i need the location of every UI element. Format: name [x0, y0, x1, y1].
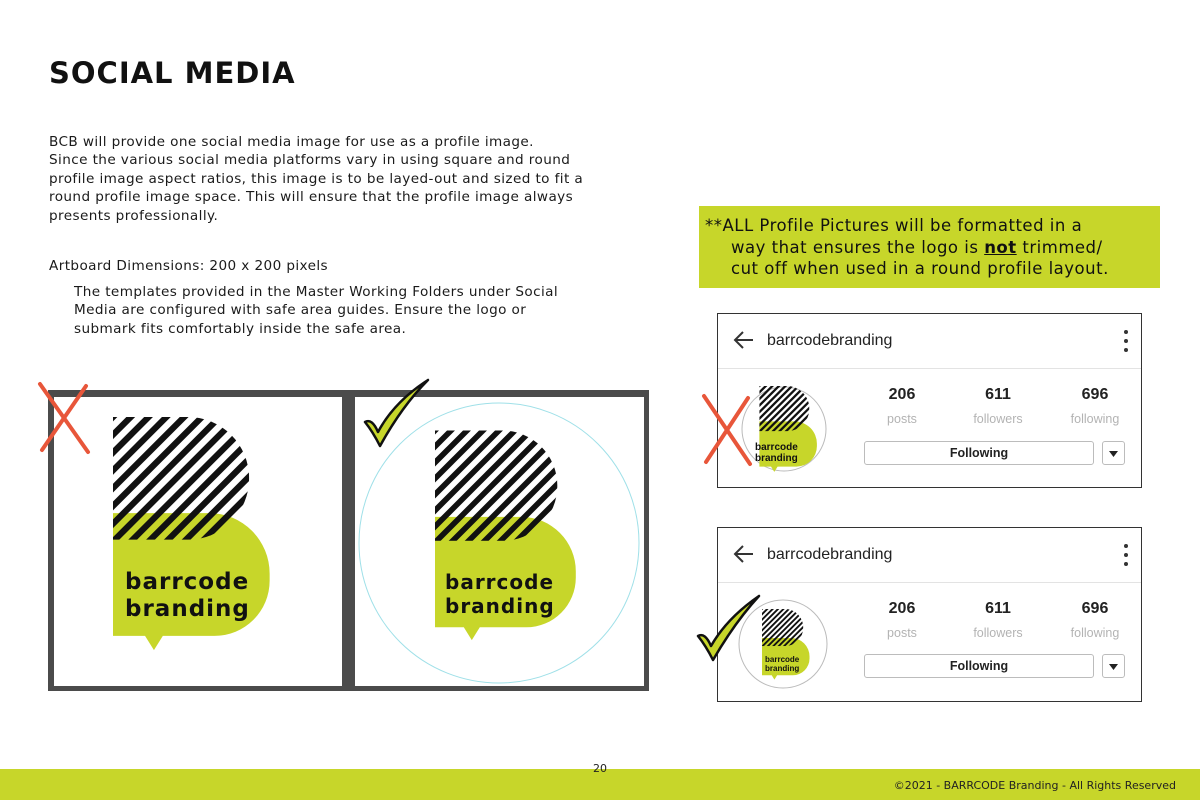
stat-label: followers [973, 412, 1023, 426]
page-number: 20 [593, 762, 607, 775]
stat-value: 696 [1081, 386, 1109, 403]
page-title: SOCIAL MEDIA [49, 56, 296, 90]
stat-following[interactable] [1055, 386, 1135, 426]
x-mark-icon [700, 392, 754, 468]
stat-label: posts [887, 626, 917, 640]
stat-followers[interactable] [958, 386, 1038, 426]
logo-word: barrcode [125, 569, 250, 595]
stat-posts[interactable] [862, 600, 942, 640]
x-mark-icon [36, 380, 92, 456]
profile-picture-callout [699, 206, 1160, 288]
following-button[interactable]: Following [864, 654, 1094, 678]
stat-value: 206 [888, 386, 916, 403]
back-arrow-icon[interactable] [732, 542, 756, 566]
logo-mark [113, 400, 291, 692]
callout-emphasis: not [984, 237, 1017, 257]
callout-line: **ALL Profile Pictures will be formatted in a [705, 216, 1083, 235]
intro-line: BCB will provide one social media image for use as a profile image. [49, 134, 534, 150]
intro-line: Since the various social media platforms vary in using square and round [49, 152, 571, 169]
profile-mockup-correct [717, 527, 1142, 702]
intro-line: round profile image space. This will ensure that the profile image always [49, 189, 574, 206]
profile-username: barrcodebranding [767, 546, 893, 563]
stat-followers[interactable] [958, 600, 1038, 640]
logo-word: barrcode [755, 442, 798, 453]
profile-mockup-incorrect [717, 313, 1142, 488]
logo-word: branding [755, 453, 798, 464]
profile-header [718, 528, 1141, 583]
avatar-wordmark [755, 442, 798, 464]
template-note-line: Media are configured with safe area guides. Ensure the logo or [74, 302, 527, 319]
stat-label: followers [973, 626, 1023, 640]
callout-text: way that ensures the logo is [731, 237, 985, 257]
logo-mark [435, 419, 595, 674]
profile-username: barrcodebranding [767, 332, 893, 349]
stat-value: 696 [1081, 600, 1109, 617]
logo-word: branding [445, 594, 555, 618]
check-mark-icon [360, 374, 434, 450]
stat-value: 611 [985, 600, 1011, 617]
stat-value: 611 [985, 386, 1011, 403]
more-dots-icon[interactable] [1123, 329, 1129, 353]
stat-following[interactable] [1055, 600, 1135, 640]
intro-line: profile image aspect ratios, this image is to be layed-out and sized to fit a [49, 170, 584, 187]
stat-posts[interactable] [862, 386, 942, 426]
stat-value: 206 [888, 600, 916, 617]
incorrect-artboard [54, 397, 342, 686]
callout-text: trimmed/ [1016, 237, 1103, 257]
dropdown-caret-icon [1103, 442, 1124, 464]
dropdown-caret-icon [1103, 655, 1124, 677]
template-note-line: submark fits comfortably inside the safe area. [74, 320, 407, 337]
template-note [74, 283, 649, 338]
logo-wordmark [125, 569, 250, 623]
callout-line: cut off when used in a round profile layout. [731, 259, 1109, 278]
check-mark-icon [693, 590, 765, 666]
stat-label: posts [887, 412, 917, 426]
artboard-dimensions: Artboard Dimensions: 200 x 200 pixels [49, 258, 328, 274]
dropdown-button[interactable] [1102, 441, 1125, 465]
intro-paragraph [49, 133, 659, 225]
more-dots-icon[interactable] [1123, 543, 1129, 567]
back-arrow-icon[interactable] [732, 328, 756, 352]
logo-wordmark [445, 570, 555, 618]
following-button[interactable]: Following [864, 441, 1094, 465]
copyright-text: ©2021 - BARRCODE Branding - All Rights Reserved [893, 779, 1176, 792]
logo-word: barrcode [445, 570, 555, 594]
profile-header [718, 314, 1141, 369]
logo-word: barrcode [765, 655, 800, 664]
avatar-wordmark [765, 655, 799, 673]
callout-line [705, 237, 1150, 259]
intro-line: presents professionally. [49, 207, 219, 224]
stat-label: following [1070, 412, 1120, 426]
logo-word: branding [765, 664, 800, 673]
stat-label: following [1070, 626, 1120, 640]
dropdown-button[interactable] [1102, 654, 1125, 678]
logo-word: branding [125, 596, 250, 622]
template-note-line: The templates provided in the Master Working Folders under Social [74, 284, 559, 300]
